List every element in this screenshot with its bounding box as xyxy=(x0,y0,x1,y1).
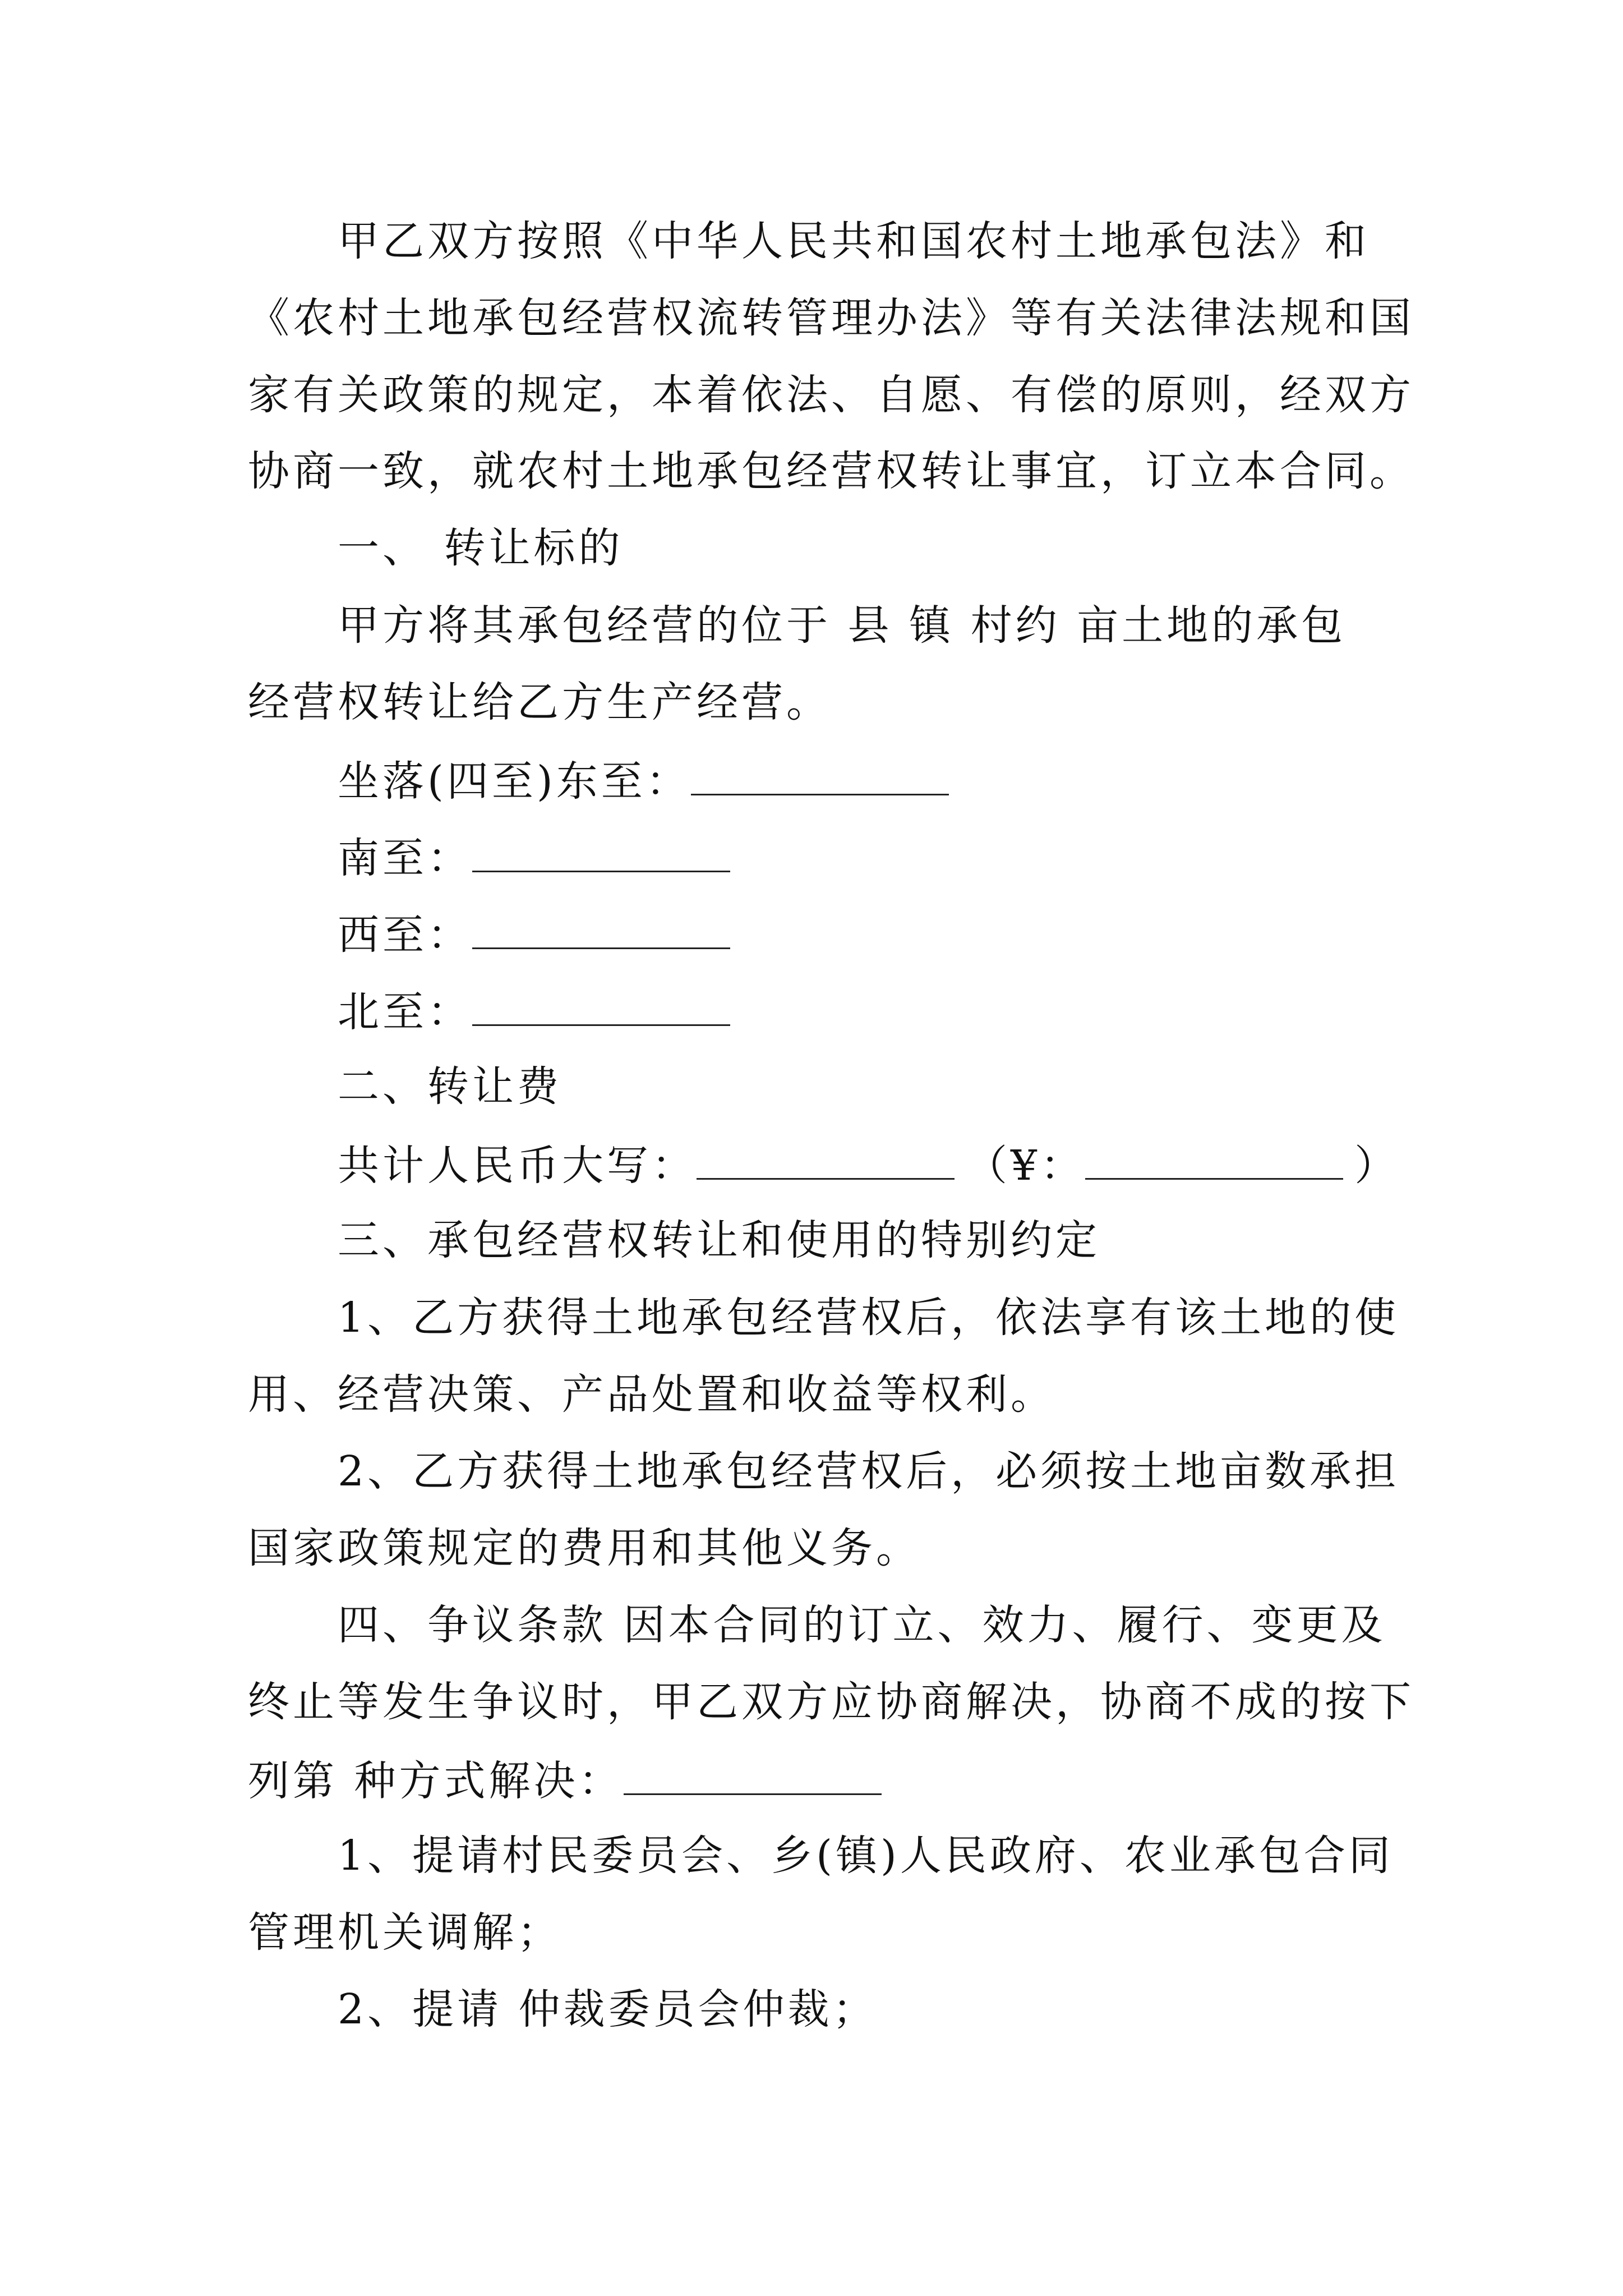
section4-line-2: 终止等发生争议时，甲乙双方应协商解决，协商不成的按下 xyxy=(248,1678,1414,1726)
section3-heading: 三、承包经营权转让和使用的特别约定 xyxy=(338,1216,1100,1264)
boundary-east-label: 坐落(四至)东至： xyxy=(338,757,691,806)
section1-heading: 一、 转让标的 xyxy=(338,524,624,572)
section3-item2-line-2: 国家政策规定的费用和其他义务。 xyxy=(248,1524,921,1572)
yen-open: （¥： xyxy=(966,1142,1086,1190)
preamble-line-4: 协商一致，就农村土地承包经营权转让事宜，订立本合同。 xyxy=(248,447,1414,495)
boundary-west-label: 西至： xyxy=(338,911,472,959)
section3-item2-line-1: 2、乙方获得土地承包经营权后，必须按土地亩数承担 xyxy=(338,1447,1400,1496)
boundary-west-blank xyxy=(472,910,730,949)
preamble-line-1: 甲乙双方按照《中华人民共和国农村土地承包法》和 xyxy=(338,217,1370,265)
section1-body-line-1: 甲方将其承包经营的位于 县 镇 村约 亩土地的承包 xyxy=(338,601,1347,650)
amount-words-blank xyxy=(697,1141,955,1180)
section2-heading: 二、转让费 xyxy=(338,1062,562,1111)
section4-option1-line-2: 管理机关调解； xyxy=(248,1908,562,1957)
amount-label: 共计人民币大写： xyxy=(338,1142,697,1190)
boundary-north-label: 北至： xyxy=(338,988,472,1036)
yen-close: ） xyxy=(1354,1142,1400,1190)
boundary-north xyxy=(338,987,730,1036)
section3-item1-line-2: 用、经营决策、产品处置和收益等权利。 xyxy=(248,1370,1055,1419)
boundary-north-blank xyxy=(472,987,730,1026)
boundary-south-label: 南至： xyxy=(338,834,472,882)
boundary-west xyxy=(338,910,730,959)
boundary-south-blank xyxy=(472,834,730,872)
preamble-line-3: 家有关政策的规定，本着依法、自愿、有偿的原则，经双方 xyxy=(248,371,1414,419)
boundary-south xyxy=(338,834,730,882)
preamble-line-2: 《农村土地承包经营权流转管理办法》等有关法律法规和国 xyxy=(248,294,1414,342)
dispute-method-blank xyxy=(624,1756,882,1795)
section4-option1-line-1: 1、提请村民委员会、乡(镇)人民政府、农业承包合同 xyxy=(338,1832,1394,1880)
section4-option2: 2、提请 仲裁委员会仲裁； xyxy=(338,1985,878,2033)
amount-yen-blank xyxy=(1085,1141,1343,1180)
section4-line-1: 四、争议条款 因本合同的订立、效力、履行、变更及 xyxy=(338,1601,1386,1649)
boundary-east xyxy=(338,757,949,806)
boundary-east-blank xyxy=(691,757,949,795)
section1-body-line-2: 经营权转让给乙方生产经营。 xyxy=(248,678,831,726)
section4-line-3-text: 列第 种方式解决： xyxy=(248,1757,624,1805)
section3-item1-line-1: 1、乙方获得土地承包经营权后，依法享有该土地的使 xyxy=(338,1294,1400,1342)
section4-line-3 xyxy=(248,1756,882,1805)
transfer-fee-amount xyxy=(338,1141,1400,1190)
